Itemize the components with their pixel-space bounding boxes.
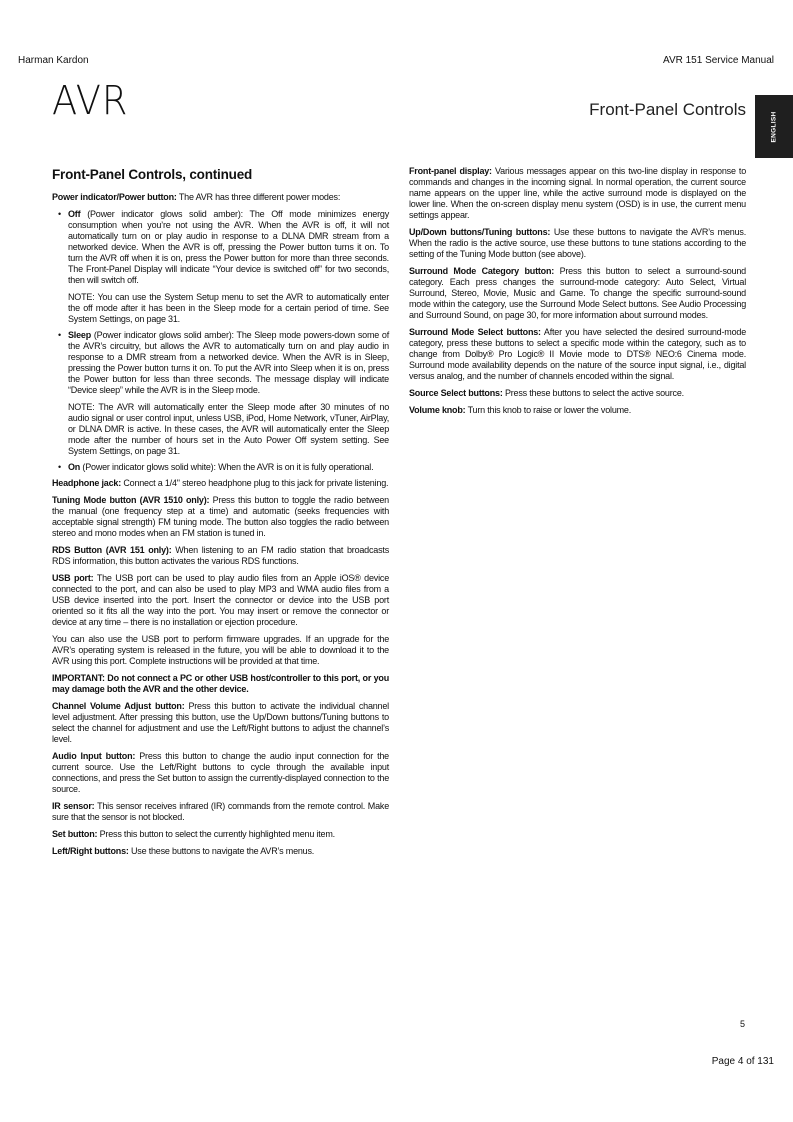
set-paragraph bbox=[52, 829, 389, 840]
tuning-paragraph bbox=[52, 495, 389, 539]
channel-paragraph bbox=[52, 701, 389, 745]
page-number: 5 bbox=[739, 1019, 745, 1029]
source-select-text: Press these buttons to select the active source. bbox=[504, 388, 684, 398]
set-text: Press this button to select the currently highlighted menu item. bbox=[99, 829, 335, 839]
headphone-label: Headphone jack: bbox=[52, 478, 122, 488]
updown-label: Up/Down buttons/Tuning buttons: bbox=[409, 227, 551, 237]
set-label: Set button: bbox=[52, 829, 98, 839]
brand-name: Harman Kardon bbox=[18, 55, 89, 66]
display-label: Front-panel display: bbox=[409, 166, 492, 176]
surround-category-paragraph bbox=[409, 266, 746, 321]
usb-label: USB port: bbox=[52, 573, 94, 583]
power-label: Power indicator/Power button: bbox=[52, 192, 177, 202]
left-right-paragraph bbox=[52, 846, 389, 857]
headphone-paragraph bbox=[52, 478, 389, 489]
channel-text: Press this button to activate the individual channel level adjustment. After pressing this button, use the Up/Down buttons/Tuning buttons to select the channel for adjustment and use the Left/Right buttons to adjust the channel’s level. bbox=[52, 701, 389, 744]
on-text: (Power indicator glows solid white): When the AVR is on it is fully operational. bbox=[82, 462, 374, 472]
page-counter: Page 4 of 131 bbox=[711, 1056, 774, 1067]
surround-select-paragraph bbox=[409, 327, 746, 382]
source-select-label: Source Select buttons: bbox=[409, 388, 503, 398]
list-item-off bbox=[58, 209, 389, 325]
avr-logo: AVR bbox=[52, 78, 129, 124]
surround-select-text: After you have selected the desired surround-mode category, press these buttons to select a specific mode within the category, such as to change from Dolby® Pro Logic® II Movie mode to DTS® NEO:6 Cinema mode. Surround mode availability depends on the nature of the source input signal, i.e., digital versus analog, and the number of channels encoded within the signal. bbox=[409, 327, 747, 381]
left-right-text: Use these buttons to navigate the AVR’s menus. bbox=[131, 846, 315, 856]
bullet-icon: • bbox=[58, 462, 61, 472]
important-warning: IMPORTANT: Do not connect a PC or other USB host/controller to this port, or you may damage both the AVR and the other device. bbox=[52, 673, 389, 694]
left-column bbox=[52, 166, 389, 863]
tuning-label: Tuning Mode button (AVR 1510 only): bbox=[52, 495, 210, 505]
sleep-text: (Power indicator glows solid amber): The Sleep mode powers-down some of the AVR’s circuitry, but allows the AVR to automatically turn on and play audio in response to a DMR stream from a networked device. When the AVR is in Sleep, pressing the Power button turns it on. To put the AVR into Sleep when it is on, press the Power button for less than three seconds. The message display will indicate “Device sleep” while the AVR is in the Sleep mode. bbox=[68, 330, 389, 395]
volume-paragraph bbox=[409, 405, 746, 416]
channel-label: Channel Volume Adjust button: bbox=[52, 701, 185, 711]
power-paragraph bbox=[52, 192, 389, 203]
language-tab-label: ENGLISH bbox=[770, 111, 778, 142]
volume-text: Turn this knob to raise or lower the volume. bbox=[467, 405, 632, 415]
left-right-label: Left/Right buttons: bbox=[52, 846, 129, 856]
updown-text: Use these buttons to navigate the AVR’s menus. When the radio is the active source, use these buttons to tune stations according to the setting of the Tuning Mode button (see above). bbox=[409, 227, 746, 259]
power-modes-list bbox=[52, 209, 389, 473]
audio-input-text: Press this button to change the audio input connection for the current source. Use the Left/Right buttons to cycle through the available input connections, and press the Set button to assign the currently-displayed connection to the source. bbox=[52, 751, 389, 794]
usb-firmware-paragraph: You can also use the USB port to perform firmware upgrades. If an upgrade for the AVR’s operating system is released in the future, you will be able to download it to the AVR using this port. Complete instructions will be provided at that time. bbox=[52, 634, 389, 666]
surround-category-text: Press this button to select a surround-sound category. Each press changes the surround-mode category: Auto Select, Virtual Surround, Stereo, Movie, Music and Game. To change the specific surround-sound mode within the category, use the Surround Mode Select buttons. See Audio Processing and Surround Sound, on page 30, for more information about surround modes. bbox=[409, 266, 746, 320]
list-item-sleep bbox=[58, 330, 389, 457]
surround-select-label: Surround Mode Select buttons: bbox=[409, 327, 541, 337]
section-title: Front-Panel Controls bbox=[589, 100, 746, 119]
bullet-icon: • bbox=[58, 330, 61, 340]
display-paragraph bbox=[409, 166, 746, 221]
off-label: Off bbox=[68, 209, 81, 219]
off-text: (Power indicator glows solid amber): The Off mode minimizes energy consumption when you’re not using the AVR. When the AVR is off, it will not automatically turn on or play audio in response to a DLNA DMR stream from a networked device. When the AVR is off, pressing the Power button turns it on. To turn the AVR off when it is on, press the Power button for more than three seconds. The Front-Panel Display will indicate “Your device is switched off” for two seconds, then will switch off. bbox=[68, 209, 389, 285]
language-tab bbox=[755, 95, 793, 158]
manual-title: AVR 151 Service Manual bbox=[663, 55, 774, 66]
list-item-on bbox=[58, 462, 389, 473]
usb-paragraph bbox=[52, 573, 389, 628]
rds-paragraph bbox=[52, 545, 389, 567]
display-text: Various messages appear on this two-line display in response to commands and changes in the incoming signal. In normal operation, the current source name appears on the upper line, while the active surround mode is displayed on the lower line. When the on-screen display menu system (OSD) is in use, the current menu settings appear. bbox=[409, 166, 746, 220]
ir-paragraph bbox=[52, 801, 389, 823]
on-label: On bbox=[68, 462, 81, 472]
right-column bbox=[409, 166, 746, 422]
ir-label: IR sensor: bbox=[52, 801, 95, 811]
audio-input-label: Audio Input button: bbox=[52, 751, 136, 761]
off-note: NOTE: You can use the System Setup menu to set the AVR to automatically enter the off mode after it has been in the Sleep mode for a certain period of time. See System Settings, on page 31. bbox=[68, 292, 389, 324]
surround-category-label: Surround Mode Category button: bbox=[409, 266, 555, 276]
updown-paragraph bbox=[409, 227, 746, 260]
source-select-paragraph bbox=[409, 388, 746, 399]
ir-text: This sensor receives infrared (IR) commands from the remote control. Make sure that the sensor is not blocked. bbox=[52, 801, 390, 822]
volume-label: Volume knob: bbox=[409, 405, 466, 415]
page-heading: Front-Panel Controls, continued bbox=[52, 167, 253, 182]
sleep-note: NOTE: The AVR will automatically enter the Sleep mode after 30 minutes of no audio signal or user control input, unless USB, iPod, Home Network, vTuner, AirPlay, or DLNA DMR is active. In these cases, the AVR will automatically enter the Sleep mode after the number of hours set in the Auto Power Off system setting. See System Settings, on page 31. bbox=[68, 402, 389, 456]
sleep-label: Sleep bbox=[68, 330, 92, 340]
bullet-icon: • bbox=[58, 209, 61, 219]
usb-text: The USB port can be used to play audio files from an Apple iOS® device connected to the port, and can also be used to play MP3 and WMA audio files from a USB device inserted into the port. Insert the connector or device into the USB port oriented so it fits all the way into the port. You may insert or remove the connector or device at any time – there is no installation or ejection procedure. bbox=[52, 573, 389, 627]
tuning-text: Press this button to toggle the radio between the manual (one frequency step at a time) and automatic (seeks frequencies with acceptable signal strength) FM tuning mode. The button also toggles the radio between stereo and mono modes when an FM station is tuned in. bbox=[52, 495, 389, 538]
audio-input-paragraph bbox=[52, 751, 389, 795]
rds-text: When listening to an FM radio station that broadcasts RDS information, this button activates the various RDS functions. bbox=[52, 545, 389, 566]
rds-label: RDS Button (AVR 151 only): bbox=[52, 545, 172, 555]
headphone-text: Connect a 1/4" stereo headphone plug to this jack for private listening. bbox=[123, 478, 389, 488]
power-text: The AVR has three different power modes: bbox=[178, 192, 341, 202]
